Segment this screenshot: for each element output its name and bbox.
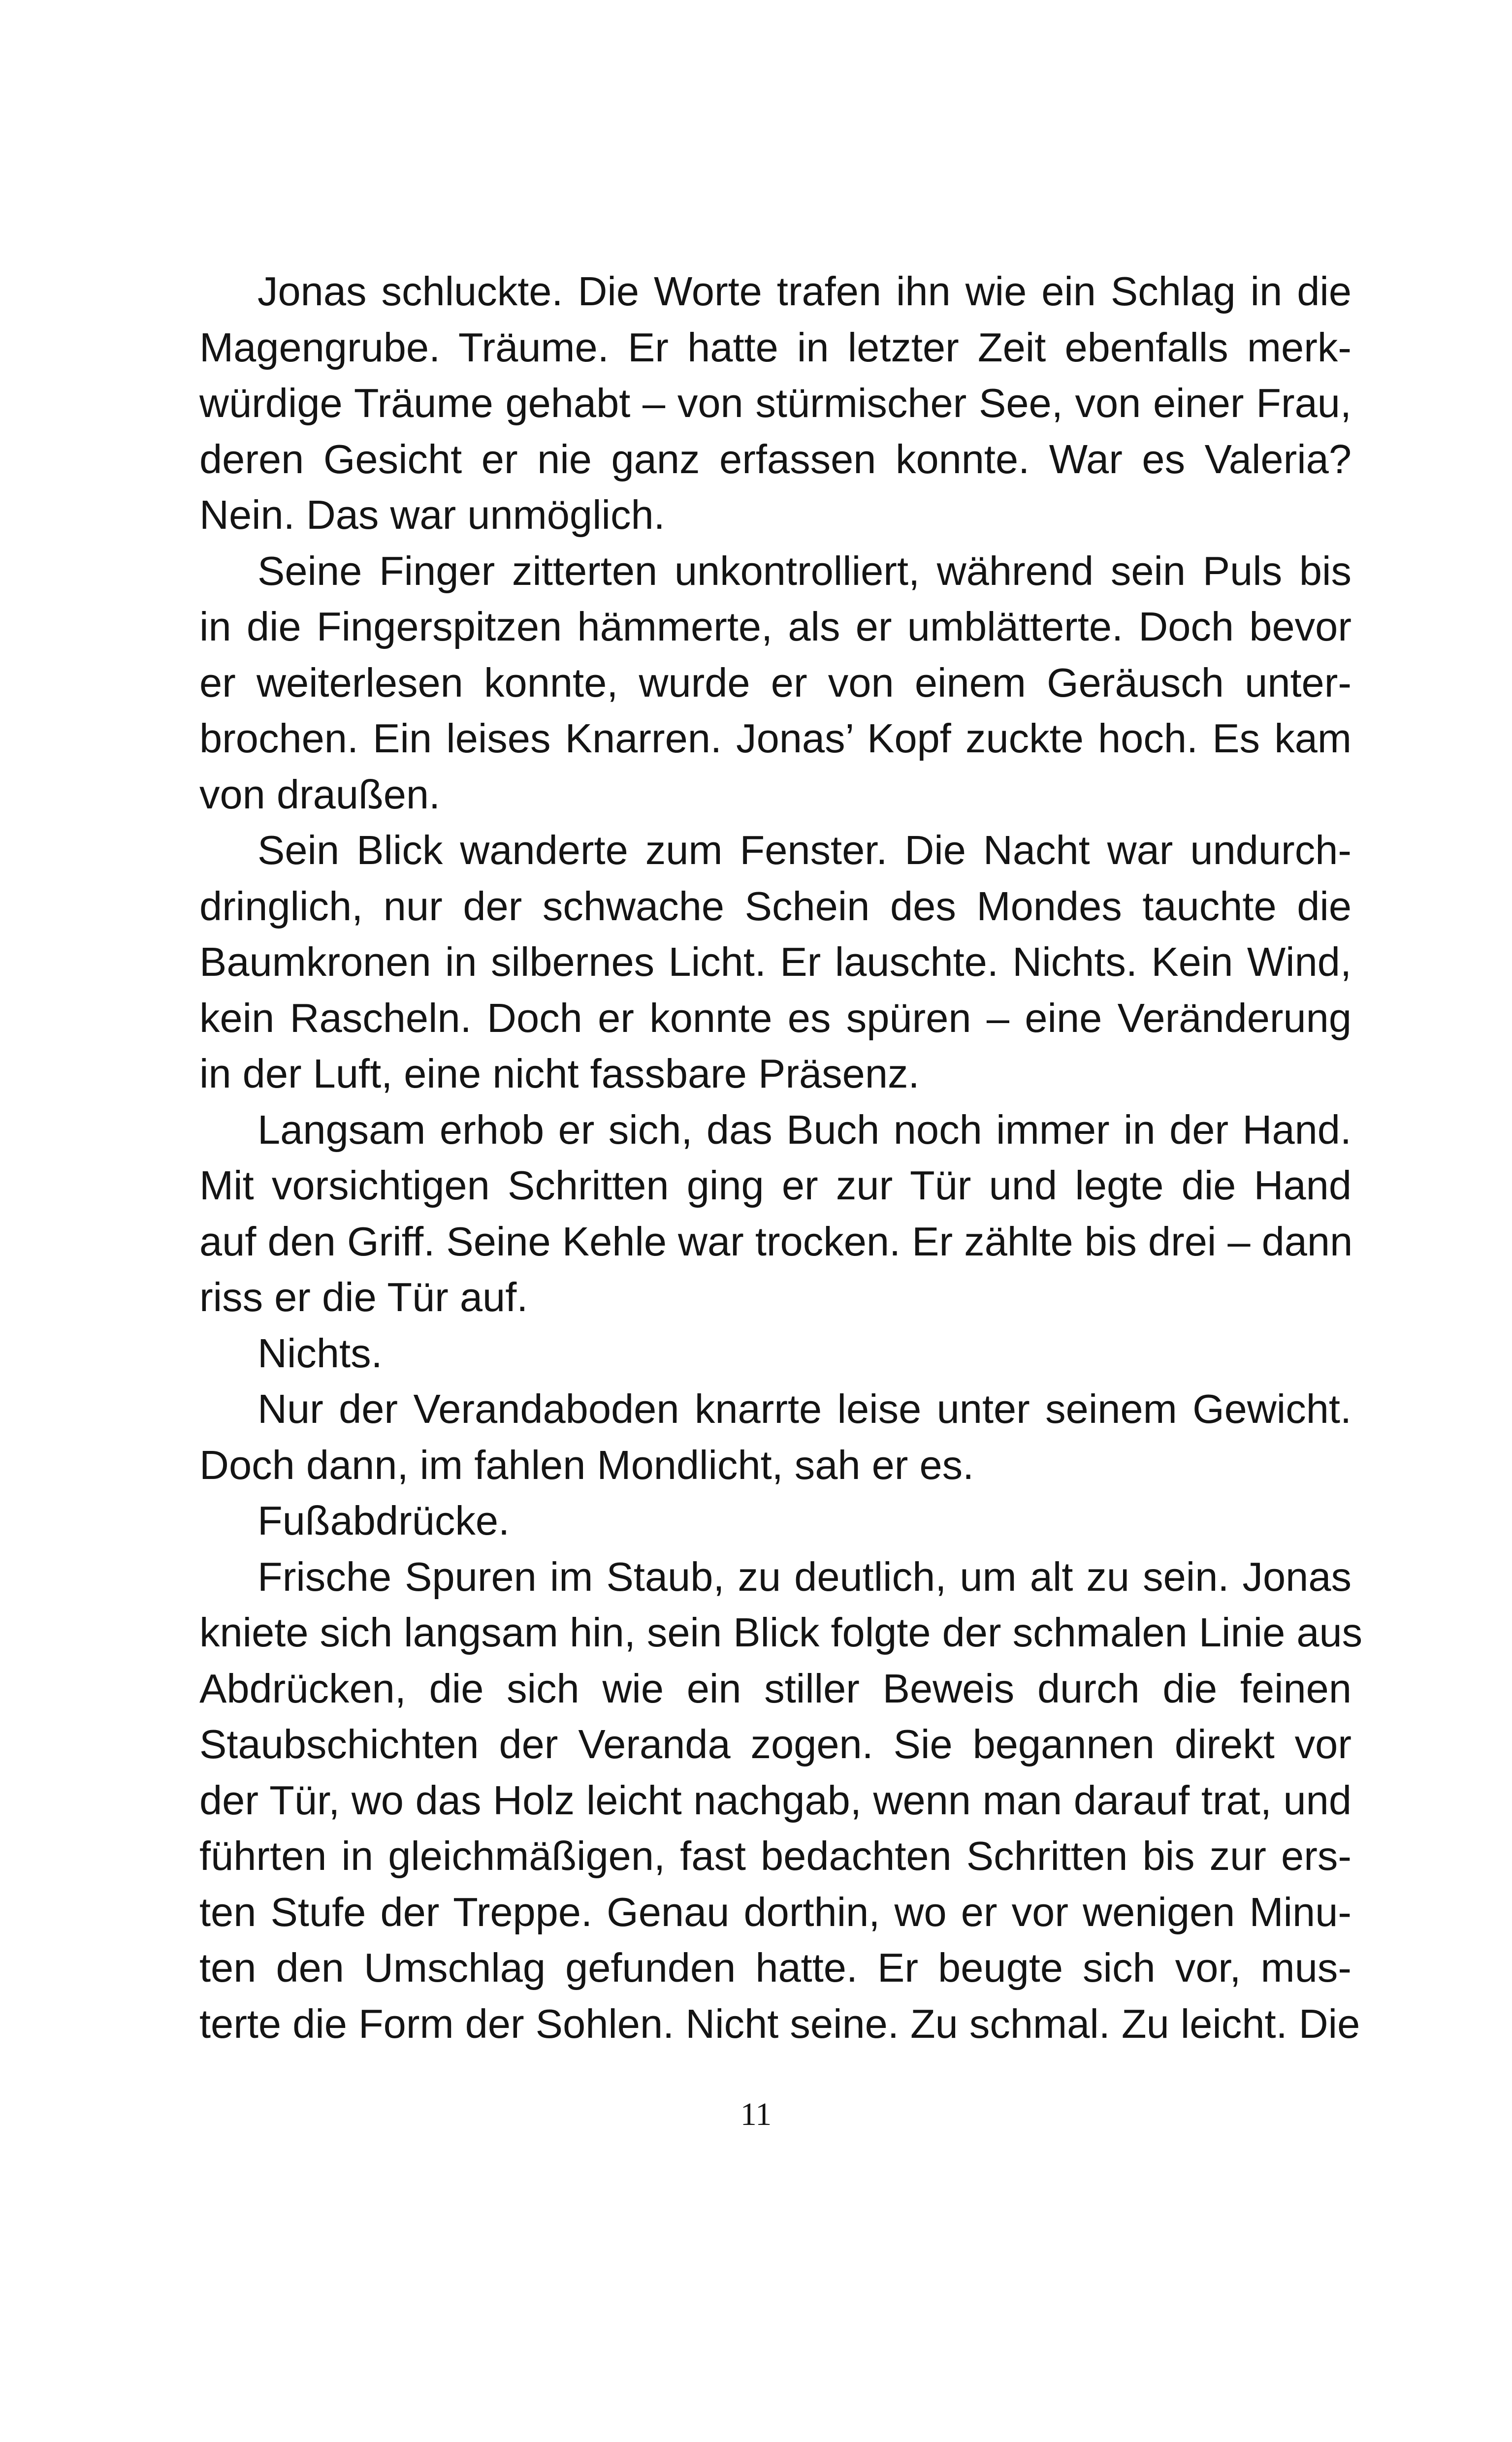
text-line: Abdrücken, die sich wie ein stiller Beweis durch die feinen	[199, 1665, 1351, 1711]
text-line: der Tür, wo das Holz leicht nachgab, wenn man darauf trat, und	[199, 1777, 1351, 1823]
page-number: 11	[740, 2096, 772, 2132]
text-line: riss er die Tür auf.	[199, 1274, 528, 1320]
text-line: Frische Spuren im Staub, zu deutlich, um alt zu sein. Jonas	[257, 1553, 1351, 1600]
text-line: deren Gesicht er nie ganz erfassen konnte. War es Valeria?	[199, 436, 1351, 482]
text-line: Staubschichten der Veranda zogen. Sie begannen direkt vor	[199, 1721, 1351, 1767]
text-line: Sein Blick wanderte zum Fenster. Die Nacht war undurch-	[257, 827, 1351, 873]
text-line: ten den Umschlag gefunden hatte. Er beugte sich vor, mus-	[199, 1945, 1351, 1991]
text-line: kniete sich langsam hin, sein Blick folgte der schmalen Linie aus	[199, 1609, 1363, 1655]
text-line: ten Stufe der Treppe. Genau dorthin, wo er vor wenigen Minu-	[199, 1889, 1351, 1935]
text-line: führten in gleichmäßigen, fast bedachten Schritten bis zur ers-	[199, 1833, 1351, 1879]
text-line: Nur der Verandaboden knarrte leise unter seinem Gewicht.	[257, 1386, 1351, 1432]
text-line: Mit vorsichtigen Schritten ging er zur Tür und legte die Hand	[199, 1162, 1351, 1208]
text-line: kein Rascheln. Doch er konnte es spüren – eine Veränderung	[199, 995, 1351, 1041]
text-line: er weiterlesen konnte, wurde er von einem Geräusch unter-	[199, 659, 1351, 706]
text-line: Seine Finger zitterten unkontrolliert, während sein Puls bis	[257, 547, 1351, 594]
text-line: terte die Form der Sohlen. Nicht seine. Zu schmal. Zu leicht. Die	[199, 2000, 1360, 2047]
text-line: Nichts.	[257, 1330, 383, 1376]
text-line: Baumkronen in silbernes Licht. Er lauschte. Nichts. Kein Wind,	[199, 939, 1351, 985]
text-line: würdige Träume gehabt – von stürmischer See, von einer Frau,	[199, 380, 1351, 426]
text-line: auf den Griff. Seine Kehle war trocken. Er zählte bis drei – dann	[199, 1218, 1353, 1264]
text-line: von draußen.	[199, 771, 441, 817]
text-line: dringlich, nur der schwache Schein des Mondes tauchte die	[199, 883, 1351, 929]
text-line: brochen. Ein leises Knarren. Jonas’ Kopf zuckte hoch. Es kam	[199, 715, 1351, 761]
text-line: Langsam erhob er sich, das Buch noch immer in der Hand.	[257, 1106, 1351, 1153]
text-line: Magengrube. Träume. Er hatte in letzter Zeit ebenfalls merk-	[199, 324, 1351, 370]
text-line: Fußabdrücke.	[257, 1498, 510, 1543]
text-line: in der Luft, eine nicht fassbare Präsenz.	[199, 1051, 920, 1096]
text-line: Doch dann, im fahlen Mondlicht, sah er es.	[199, 1442, 974, 1488]
text-line: Jonas schluckte. Die Worte trafen ihn wie ein Schlag in die	[257, 268, 1351, 314]
text-line: in die Fingerspitzen hämmerte, als er umblätterte. Doch bevor	[199, 604, 1351, 649]
body-text	[199, 263, 1363, 2052]
text-line: Nein. Das war unmöglich.	[199, 492, 665, 538]
